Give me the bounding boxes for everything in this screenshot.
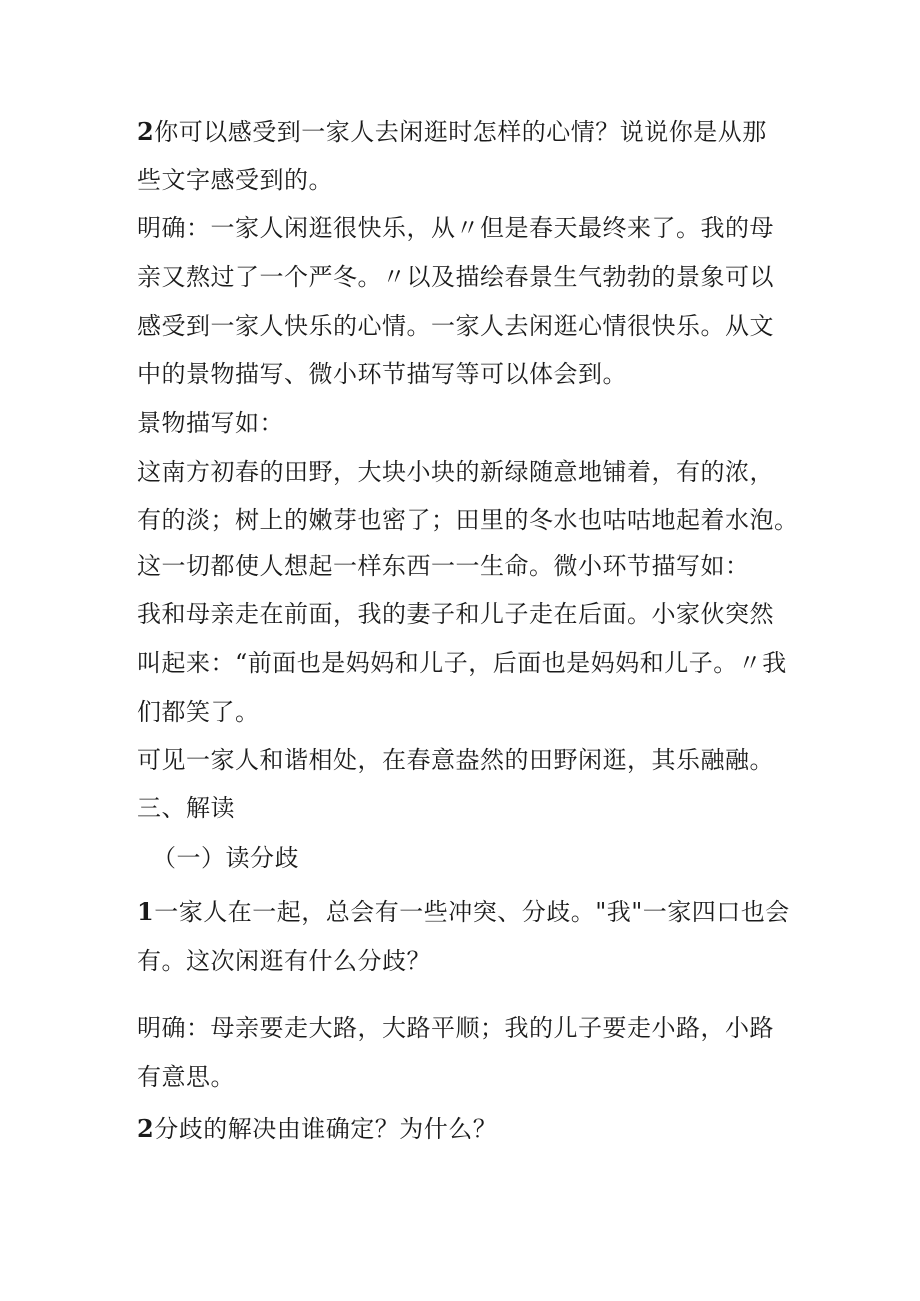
question-1-line-1: 1一家人在一起，总会有一些冲突、分歧。"我"一家四口也会: [137, 897, 790, 926]
scene-heading: 景物描写如：: [137, 409, 284, 437]
answer-line-4: 中的景物描写、微小环节描写等可以体会到。: [137, 360, 627, 388]
question-number: 1: [137, 897, 155, 926]
detail-line-1: 我和母亲走在前面，我的妻子和儿子走在后面。小家伙突然: [137, 600, 774, 628]
conclusion-line: 可见一家人和谐相处，在春意盎然的田野闲逛，其乐融融。: [137, 746, 774, 774]
question-1-line-2: 有。这次闲逛有什么分歧？: [137, 947, 431, 975]
question-2b-line: 2分歧的解决由谁确定？为什么？: [137, 1114, 498, 1143]
section-heading: 三、解读: [137, 794, 235, 822]
scene-line-2: 有的淡；树上的嫩芽也密了；田里的冬水也咕咕地起着水泡。: [137, 506, 799, 534]
detail-line-3: 们都笑了。: [137, 698, 260, 726]
answer-line-3: 感受到一家人快乐的心情。一家人去闲逛心情很快乐。从文: [137, 312, 774, 340]
detail-line-2: 叫起来：“前面也是妈妈和儿子，后面也是妈妈和儿子。〃我: [137, 649, 787, 677]
scene-line-1: 这南方初春的田野，大块小块的新绿随意地铺着，有的浓，: [137, 458, 774, 486]
question-2-line-2: 些文字感受到的。: [137, 166, 333, 194]
answer-line-2: 亲又熬过了一个严冬。〃以及描绘春景生气勃勃的景象可以: [137, 263, 774, 291]
question-number: 2: [137, 117, 155, 146]
subsection-heading: （一）读分歧: [152, 844, 299, 872]
answer-2-line-1: 明确：母亲要走大路，大路平顺；我的儿子要走小路，小路: [137, 1014, 774, 1042]
answer-line-1: 明确：一家人闲逛很快乐，从〃但是春天最终来了。我的母: [137, 214, 774, 242]
question-number: 2: [137, 1114, 155, 1143]
answer-2-line-2: 有意思。: [137, 1063, 235, 1091]
question-2-line-1: 2你可以感受到一家人去闲逛时怎样的心情？说说你是从那: [137, 117, 767, 146]
scene-line-3: 这一切都使人想起一样东西一一生命。微小环节描写如：: [137, 552, 750, 580]
